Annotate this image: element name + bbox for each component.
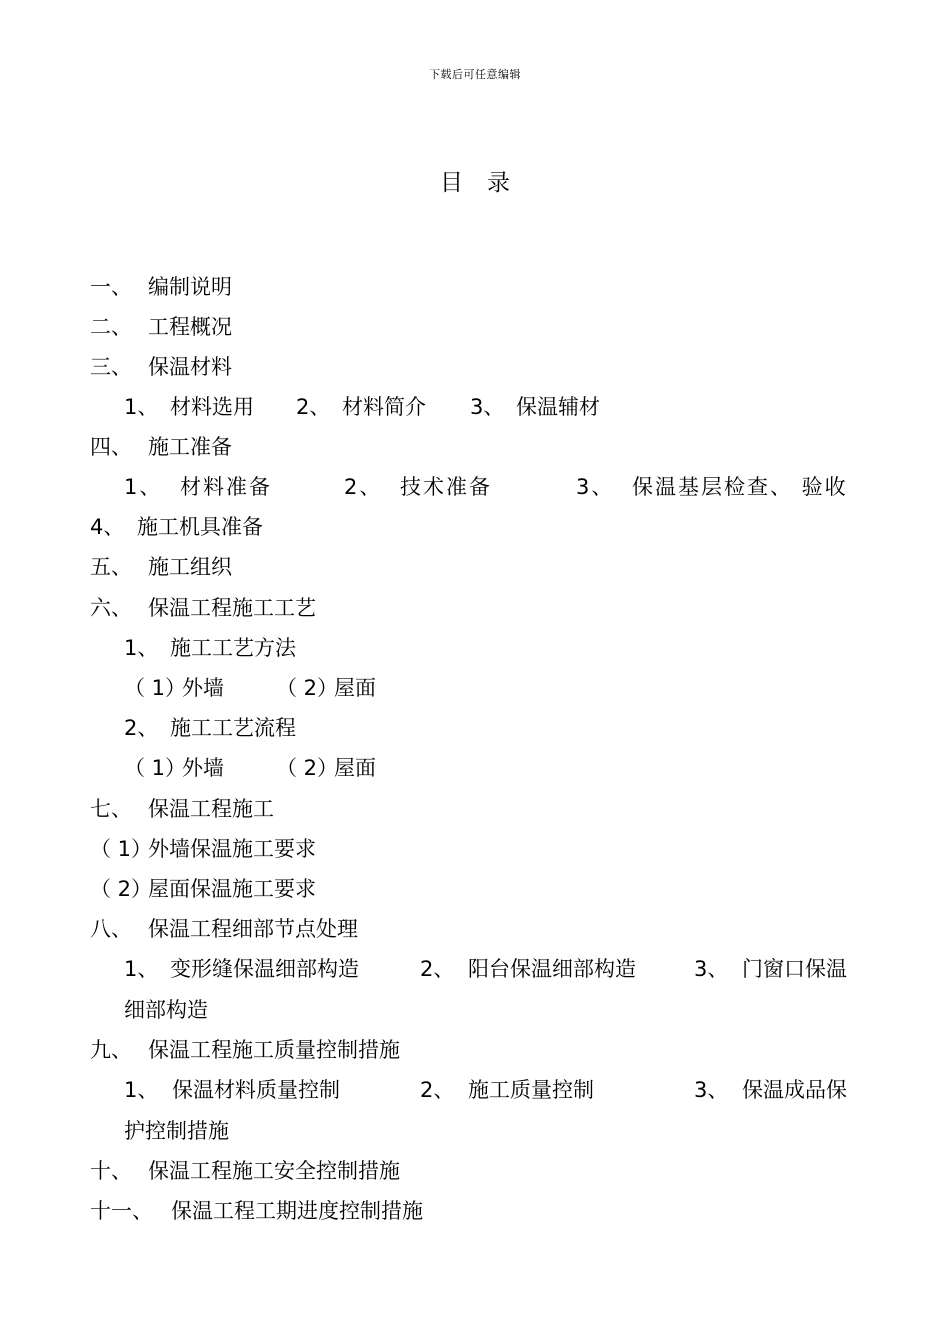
toc-subitem[interactable] — [576, 472, 848, 502]
toc-subitems-9-cont: 护控制措施 — [124, 1119, 229, 1143]
item-label: 保温成品保 — [742, 1078, 847, 1102]
item-number: 2、 — [296, 395, 331, 419]
toc-subitem[interactable] — [694, 1075, 847, 1105]
toc-subitem-6-2[interactable] — [124, 713, 296, 743]
item-label: 施工工艺方法 — [170, 636, 296, 660]
item-label: 屋面保温施工要求 — [148, 877, 316, 901]
item-label: 保温辅材 — [516, 395, 600, 419]
title-char-1: 目 — [440, 170, 463, 196]
item-label: 保温工程工期进度控制措施 — [171, 1199, 423, 1223]
toc-subsub-6-1 — [124, 673, 376, 703]
item-number: 四、 — [90, 435, 132, 459]
item-label: 保温材料质量控制 — [172, 1078, 340, 1102]
item-number: 五、 — [90, 555, 132, 579]
item-number: 4、 — [90, 515, 125, 539]
item-label: 施工质量控制 — [468, 1078, 594, 1102]
toc-subitems-4 — [124, 472, 848, 502]
item-number: 3、 — [576, 475, 615, 499]
item-number: 2、 — [344, 475, 383, 499]
item-number: （ 1） — [124, 676, 187, 700]
item-label: 技术准备 — [400, 475, 492, 499]
item-label: 屋面 — [334, 756, 376, 780]
item-label: 材料准备 — [180, 475, 272, 499]
item-number: 十一、 — [90, 1199, 153, 1223]
item-number: 2、 — [420, 1078, 455, 1102]
toc-item-9[interactable] — [90, 1035, 400, 1065]
item-label: 施工工艺流程 — [170, 716, 296, 740]
item-number: 1、 — [124, 636, 159, 660]
item-number: （ 1） — [124, 756, 187, 780]
item-number: 2、 — [420, 957, 455, 981]
item-number: （ 2） — [276, 676, 339, 700]
toc-subitem[interactable] — [124, 954, 420, 984]
page-header: 下载后可任意编辑 — [429, 68, 521, 81]
item-label: 变形缝保温细部构造 — [170, 957, 359, 981]
item-number: 1、 — [124, 957, 159, 981]
item-label: 施工准备 — [148, 435, 232, 459]
toc-subitem[interactable] — [124, 753, 276, 783]
item-label: 材料选用 — [170, 395, 254, 419]
item-label: 保温工程施工工艺 — [148, 596, 316, 620]
item-label: 门窗口保温 — [742, 957, 847, 981]
toc-subitem[interactable] — [276, 753, 376, 783]
item-number: 1、 — [124, 395, 159, 419]
item-number: 七、 — [90, 797, 132, 821]
toc-subitem[interactable] — [296, 392, 470, 422]
toc-subitem[interactable] — [124, 673, 276, 703]
item-number: （ 2） — [90, 877, 153, 901]
toc-item-8[interactable] — [90, 914, 358, 944]
toc-subitems-8 — [124, 954, 847, 984]
item-label: 保温工程施工安全控制措施 — [148, 1159, 400, 1183]
item-label: 保温基层检查、 验收 — [632, 475, 848, 499]
item-number: 八、 — [90, 917, 132, 941]
toc-title — [0, 164, 950, 197]
item-number: 一、 — [90, 275, 132, 299]
toc-item-7[interactable] — [90, 794, 274, 824]
toc-item-10[interactable] — [90, 1156, 400, 1186]
item-number: 1、 — [124, 1078, 159, 1102]
item-number: 三、 — [90, 355, 132, 379]
toc-item-5[interactable] — [90, 552, 232, 582]
toc-subitems-9 — [124, 1075, 847, 1105]
toc-item-6[interactable] — [90, 593, 316, 623]
item-number: 3、 — [470, 395, 505, 419]
item-number: 2、 — [124, 716, 159, 740]
toc-subsub-6-2 — [124, 753, 376, 783]
toc-subitem-6-1[interactable] — [124, 633, 296, 663]
toc-subitem-7-1[interactable] — [90, 834, 316, 864]
toc-item-2[interactable] — [90, 312, 232, 342]
item-label: 外墙 — [182, 756, 224, 780]
toc-subitem[interactable] — [470, 392, 600, 422]
item-label: 保温材料 — [148, 355, 232, 379]
item-label: 材料简介 — [342, 395, 426, 419]
toc-subitem[interactable] — [694, 954, 847, 984]
item-label: 保温工程施工质量控制措施 — [148, 1038, 400, 1062]
toc-item-3[interactable] — [90, 352, 232, 382]
item-label: 保温工程细部节点处理 — [148, 917, 358, 941]
toc-subitems-8-cont: 细部构造 — [124, 998, 208, 1022]
item-number: 六、 — [90, 596, 132, 620]
item-number: （ 1） — [90, 837, 153, 861]
toc-subitem[interactable] — [420, 1075, 694, 1105]
toc-subitem[interactable] — [344, 472, 576, 502]
toc-subitem-7-2[interactable] — [90, 874, 316, 904]
item-number: 3、 — [694, 957, 729, 981]
item-number: （ 2） — [276, 756, 339, 780]
item-number: 九、 — [90, 1038, 132, 1062]
title-char-2: 录 — [487, 170, 510, 196]
item-number: 十、 — [90, 1159, 132, 1183]
item-number: 3、 — [694, 1078, 729, 1102]
toc-subitem[interactable] — [124, 1075, 420, 1105]
item-label: 外墙 — [182, 676, 224, 700]
toc-item-1[interactable] — [90, 272, 232, 302]
item-label: 外墙保温施工要求 — [148, 837, 316, 861]
item-number: 二、 — [90, 315, 132, 339]
toc-subitem-4-4[interactable] — [90, 512, 263, 542]
toc-item-4[interactable] — [90, 432, 232, 462]
toc-subitem[interactable] — [124, 392, 296, 422]
item-label: 屋面 — [334, 676, 376, 700]
item-label: 工程概况 — [148, 315, 232, 339]
toc-item-11[interactable] — [90, 1196, 423, 1226]
item-number: 1、 — [124, 475, 163, 499]
toc-subitem[interactable] — [276, 673, 376, 703]
item-label: 施工组织 — [148, 555, 232, 579]
toc-subitems-3 — [124, 392, 600, 422]
toc-subitem[interactable] — [124, 472, 344, 502]
item-label: 编制说明 — [148, 275, 232, 299]
item-label: 保温工程施工 — [148, 797, 274, 821]
item-label: 施工机具准备 — [137, 515, 263, 539]
item-label: 阳台保温细部构造 — [468, 957, 636, 981]
toc-subitem[interactable] — [420, 954, 694, 984]
